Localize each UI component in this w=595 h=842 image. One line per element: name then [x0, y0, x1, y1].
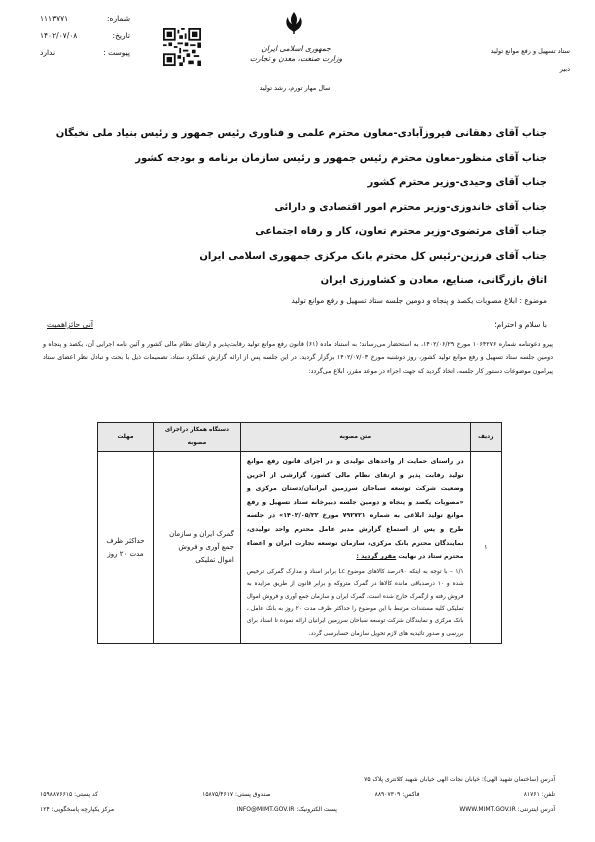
- header-row-number: ردیف: [470, 423, 501, 452]
- recipient-line: جناب آقای مرتضوی-وزیر محترم تعاون، کار و رفاه اجتماعی: [255, 226, 547, 237]
- recipient-line: جناب آقای خاندوزی-وزیر محترم امور اقتصادی و دارائی: [274, 201, 547, 213]
- letter-subject: موضوع : ابلاغ مصوبات یکصد و پنجاه و دومین جلسه ستاد تسهیل و رفع موانع تولید: [291, 296, 547, 305]
- sender-office: ستاد تسهیل و رفع موانع تولید: [490, 47, 570, 55]
- footer-email-group: [237, 802, 337, 817]
- ministry-line-2: وزارت صنعت، معدن و تجارت: [249, 54, 343, 63]
- resolutions-table: [97, 422, 502, 644]
- footer-web-line: [40, 802, 555, 817]
- cooperating-agency: گمرک ایران و سازمان جمع آوری و فروش اموال تملیکی: [153, 452, 240, 644]
- footer: [40, 772, 555, 817]
- footer-pobox: صندوق پستی: ۱۵۸۷۵/۴۶۱۷: [202, 791, 271, 798]
- table-header-row: [98, 423, 502, 452]
- footer-email[interactable]: INFO@MIMT.GOV.IR: [236, 806, 295, 813]
- sender-block: [430, 42, 570, 78]
- footer-fax: فاکس: ۸۸۹۰۷۳۰۹: [374, 791, 420, 798]
- footer-callcenter: مرکز یکپارچه پاسخگویی: ۱۲۴: [40, 806, 115, 813]
- recipient-line: جناب آقای فرزین-رئیس کل محترم بانک مرکزی جمهوری اسلامی ایران: [199, 250, 547, 262]
- resolution-text-cell: [240, 452, 470, 644]
- footer-address: آدرس (ساختمان شهید الهی): خیابان نجات الهی خیابان شهید کلانتری پلاک ۷۵: [364, 776, 555, 783]
- ministry-line-1: جمهوری اسلامی ایران: [261, 44, 331, 53]
- greeting-row: [47, 320, 547, 329]
- number-value: ۱۱۱۳۷۷۱: [40, 14, 69, 23]
- footer-address-line: [40, 772, 555, 787]
- footer-website[interactable]: WWW.MIMT.GOV.IR: [459, 806, 516, 813]
- ministry-logo-text: [236, 44, 356, 64]
- footer-website-label: آدرس اینترنتی:: [517, 806, 555, 813]
- number-label: شماره:: [107, 14, 130, 23]
- recipient-line: جناب آقای دهقانی فیروزآبادی-معاون محترم علمی و فناوری رئیس جمهور و رئیس بنیاد ملی نخبگان: [55, 128, 547, 139]
- footer-phone: تلفن: ۸۱۷۶۱: [523, 791, 555, 798]
- recipient-line: جناب آقای وحیدی-وزیر محترم کشور: [367, 177, 547, 188]
- iran-emblem-icon: [283, 10, 305, 36]
- intro-paragraph: پیرو دعوتنامه شماره ۱۰۶۴۲۷۶ مورخ ۱۴۰۲/۰۶/۲۹، به استحضار می‌رساند؛ به استناد ماده (۶۱) قانون رفع موانع تولید رقابت‌پذیر و ارتقای نظام مالی کشور و آئین نامه اجرایی آن، یکصد و پنجاه و دومین جلسه ستاد تسهیل و رفع موانع تولید کشور، روز دوشنبه مورخ ۱۴۰۲/۰۷/۰۳ برگزار گردید. در این جلسه پس از ارائه گزارش عملکرد ستاد، تصمیمات ذیل با بحث و تبادل نظر اعضای ستاد پیرامون موضوعات دستور کار جلسه، اتخاذ گردید که جهت اجراء در موعد مقرر، ابلاغ می‌گردد:: [43, 341, 553, 375]
- priority-label: آنی حائزاهمیت: [47, 320, 93, 329]
- date-value: ۱۴۰۲/۰۷/۰۸: [40, 31, 78, 40]
- sender-title: دبیر: [559, 65, 570, 73]
- footer-contact-line: [40, 787, 555, 802]
- resolution-item: ۱/۱ – با توجه به اینکه ۹۰درصد کالاهای موضوع Lc برابر اسناد و مدارک گمرکی ترخیص شده و ۱۰ درصدباقی مانده کالاها در گمرک متروکه و برابر قانون از طریق مزایده به فروش رفته و ازگمرک خارج شده است، گمرک ایران و سازمان جمع آوری و فروش اموال تملیکی کلیه مستندات مرتبط با این موضوع را حداکثر ظرف مدت ۲۰ روز به بانک عامل ، بانک مرکزی و نمایندگان شرکت توسعه سباحان سرزمین ایرانیان ارائه نموده تا اسناد برای بررسی و صدور تائیدیه های لازم تحویل سازمان حسابرسی گردد.: [246, 568, 464, 637]
- recipients-list: [47, 122, 547, 294]
- recipient-line: اتاق بازرگانی، صنایع، معادن و کشاورزی ایران: [320, 275, 547, 286]
- header-resolution-text: متن مصوبه: [240, 423, 470, 452]
- date-label: تاریخ:: [112, 31, 130, 40]
- qr-code-icon: [163, 28, 201, 66]
- attachment-value: ندارد: [40, 48, 56, 57]
- resolution-preamble: [247, 455, 464, 564]
- footer-website-group: [459, 802, 555, 817]
- deadline: حداکثر ظرف مدت ۲۰ روز: [98, 452, 154, 644]
- header-cooperating-agency: دستگاه همکار دراجرای مصوبه: [153, 423, 240, 452]
- decision-label: مقرر گردید :: [356, 553, 397, 561]
- year-slogan: سال مهار تورم، رشد تولید: [259, 84, 331, 92]
- footer-postcode: کد پستی: ۱۵۹۸۸۷۶۶۱۵: [40, 791, 98, 798]
- header-deadline: مهلت: [98, 423, 154, 452]
- table-row: [98, 452, 502, 644]
- resolution-preamble-text: در راستای حمایت از واحدهای تولیدی و در اجرای قانون رفع موانع تولید رقابت پذیر و ارتقای نظام مالی کشور، گزارشی از آخرین وضعیت شرکت توسعه سباحان سرزمین ایرانیان/دستان مرکزی و «مصوبات یکصد و پنجاه و دومین جلسه دبیرخانه ستاد تسهیل و رفع موانع تولید ابلاغی به شماره ۷۹۲۷۲۱ مورخ ۱۴۰۲/۰۵/۲۲» در جلسه طرح و پس از استماع گزارش مدیر عامل محترم واحد تولیدی، نمایندگان محترم بانک مرکزی، سازمان توسعه تجارت ایران و اعضاء محترم ستاد در نهایت: [246, 458, 464, 561]
- recipient-line: جناب آقای منظور-معاون محترم رئیس جمهور و رئیس سازمان برنامه و بودجه کشور: [135, 152, 547, 164]
- greeting: با سلام و احترام؛: [494, 320, 547, 329]
- row-number: ۱: [470, 452, 501, 644]
- attachment-label: پیوست :: [103, 48, 130, 57]
- letter-meta: [40, 10, 130, 61]
- footer-email-label: پست الکترونیک:: [296, 806, 337, 813]
